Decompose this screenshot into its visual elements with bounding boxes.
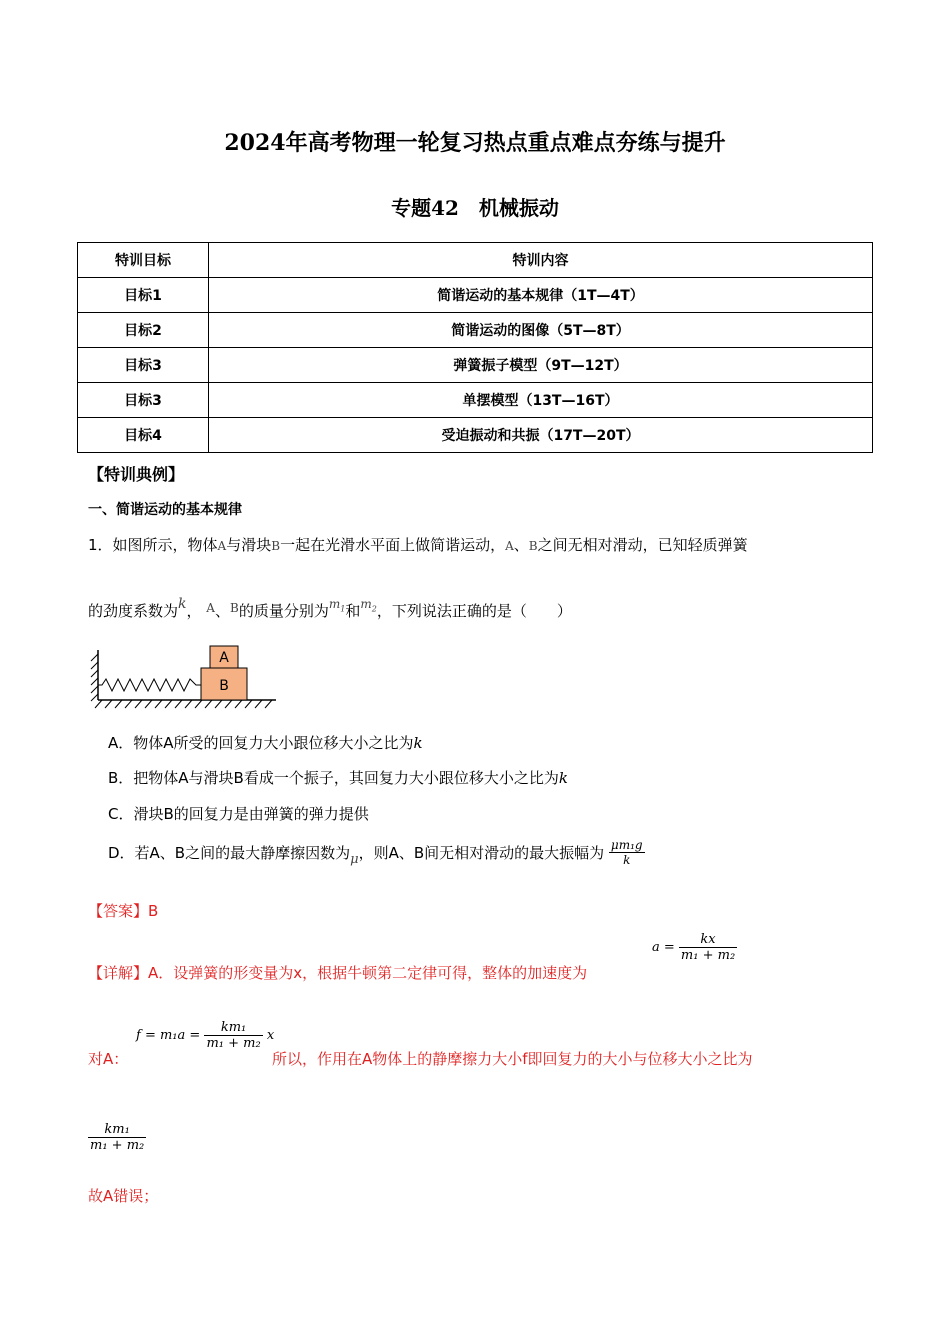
- question-text: 、: [214, 602, 230, 620]
- answer: 【答案】B: [88, 902, 159, 920]
- table-row: [78, 348, 873, 383]
- table-cell: 目标2: [78, 313, 209, 348]
- var-k: k: [413, 734, 423, 752]
- var-a: A: [217, 539, 227, 553]
- table-cell: 目标1: [78, 278, 209, 313]
- detail-line-2-text: 所以，作用在A物体上的静摩擦力大小f即回复力的大小与位移大小之比为: [272, 1050, 753, 1068]
- detail-line-1: 【详解】A．设弹簧的形变量为x，根据牛顿第二定律可得，整体的加速度为: [88, 964, 588, 982]
- option-text: B．把物体A与滑块B看成一个振子，其回复力大小跟位移大小之比为: [108, 769, 559, 787]
- spring: [98, 679, 201, 691]
- var-b: B: [271, 539, 281, 553]
- table-cell: 简谐运动的基本规律（1T—4T）: [209, 278, 873, 313]
- option-text: A．物体A所受的回复力大小跟位移大小之比为: [108, 734, 414, 752]
- spring-block-figure: [88, 642, 280, 712]
- var-k: k: [178, 596, 187, 612]
- option-c: C．滑块B的回复力是由弹簧的弹力提供: [108, 805, 369, 823]
- document-subtitle: 专题42 机械振动: [391, 196, 559, 220]
- var-a: A: [505, 539, 514, 553]
- table-row: [78, 418, 873, 453]
- question-text: ，: [186, 602, 202, 620]
- table-row: [78, 383, 873, 418]
- question-text: ，下列说法正确的是（ ）: [376, 602, 572, 620]
- question-line-1: [88, 534, 748, 555]
- table-cell: 弹簧振子模型（9T—12T）: [209, 348, 873, 383]
- option-b: [108, 767, 568, 788]
- table-row: [78, 278, 873, 313]
- table-cell: 简谐运动的图像（5T—8T）: [209, 313, 873, 348]
- option-a: [108, 732, 423, 753]
- var-m1: m1: [328, 597, 346, 614]
- detail-line-2-label: 对A：: [88, 1050, 129, 1068]
- table-row: [78, 313, 873, 348]
- var-b: B: [528, 539, 538, 553]
- question-text: 的劲度系数为: [88, 602, 179, 620]
- block-a-label: A: [219, 650, 229, 666]
- var-m2: m2: [360, 597, 377, 614]
- question-text: 1．如图所示，物体: [88, 536, 218, 554]
- table-header-cell: 特训内容: [209, 243, 873, 278]
- document-title: 2024年高考物理一轮复习热点重点难点夯练与提升: [224, 130, 726, 156]
- question-line-2: [88, 596, 572, 621]
- table-header-row: [78, 243, 873, 278]
- table-header-cell: 特训目标: [78, 243, 209, 278]
- block-b-label: B: [219, 678, 229, 694]
- floor-hatching: [95, 700, 272, 708]
- section-heading: 【特训典例】: [88, 465, 185, 484]
- equation-acceleration: a = $\frac{kx}{\text{m₁ + m₂}}$: [652, 932, 736, 963]
- question-text: 和: [345, 602, 361, 620]
- question-text: 的质量分别为: [238, 602, 329, 620]
- goals-table: [77, 242, 873, 453]
- var-a: A: [206, 601, 215, 615]
- question-text: 与滑块: [226, 536, 272, 554]
- table-cell: 受迫振动和共振（17T—20T）: [209, 418, 873, 453]
- subsection-heading: 一、简谐运动的基本规律: [88, 502, 242, 518]
- option-text: ，则A、B间无相对滑动的最大振幅为: [358, 844, 605, 862]
- var-mu: μ: [350, 852, 359, 867]
- var-k: k: [558, 769, 568, 787]
- table-cell: 目标3: [78, 383, 209, 418]
- question-text: 一起在光滑水平面上做简谐运动，: [280, 536, 506, 554]
- table-cell: 单摆模型（13T—16T）: [209, 383, 873, 418]
- option-d: [108, 838, 645, 867]
- max-amplitude-fraction: $\frac{\text{μm₁g}}{k}$: [610, 838, 643, 867]
- detail-conclusion: 故A错误；: [88, 1187, 159, 1205]
- wall-hatching: [91, 654, 98, 701]
- table-cell: 目标3: [78, 348, 209, 383]
- question-text: 、: [513, 536, 529, 554]
- equation-friction: f = m₁a = $\frac{\text{km₁}}{\text{m₁ + m₂}}$ x: [136, 1020, 275, 1051]
- equation-ratio: $\frac{\text{km₁}}{\text{m₁ + m₂}}$: [90, 1122, 145, 1153]
- var-b: B: [229, 601, 239, 615]
- question-text: 之间无相对滑动，已知轻质弹簧: [537, 536, 748, 554]
- table-cell: 目标4: [78, 418, 209, 453]
- option-text: D．若A、B之间的最大静摩擦因数为: [108, 844, 351, 862]
